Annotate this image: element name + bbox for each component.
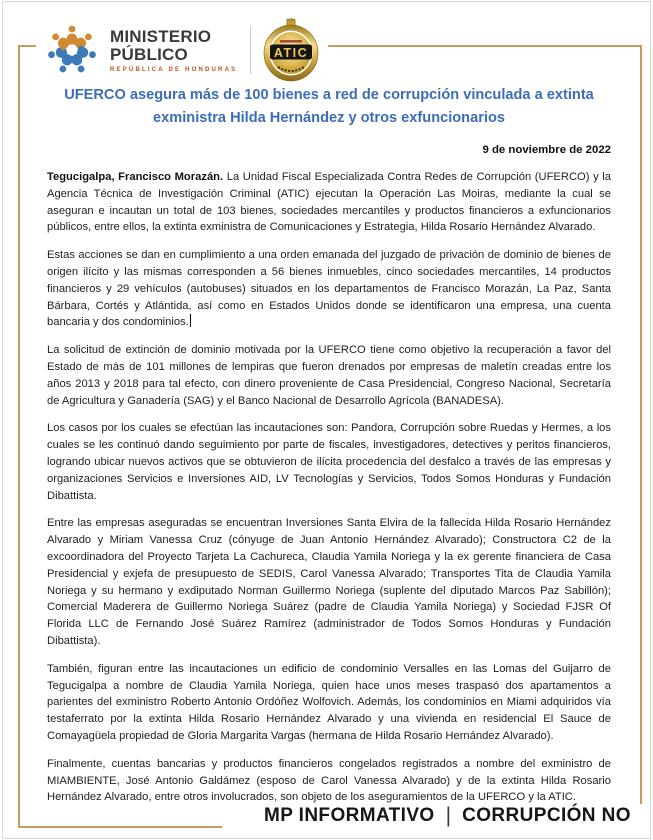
footer-corrupcion-no: CORRUPCIÓN NO [462,805,631,826]
text-cursor [190,314,191,327]
paragraph-4-text: Los casos por los cuales se efectúan las incautaciones son: Pandora, Corrupción sobre Ruedas y Hermes, a los cuales se les continuó dando seguimiento por parte de fiscales, investigadores, detectives y peritos financieros, logrando ubicar nuevos activos que se obtuvieron de ilícita procedencia del desfalco a través de las empresas y organizaciones Servicios e Inversiones AID, LV Tecnologías y Servicios, Todos Somos Honduras y Fundación Dibattista. [47,422,611,502]
mp-name-line1: MINISTERIO [110,26,212,46]
paragraph-7-text: Finalmente, cuentas bancarias y productos financieros congelados registrados a nombre del exministro de MIAMBIENTE, José Antonio Galdámez (esposo de Carol Vanessa Alvarado) y de la extinta Hilda Rosario Hernández Alvarado, entre otros involucrados, son objeto de los aseguramientos de la UFERCO y la ATIC. [47,757,611,804]
ministerio-publico-wordmark [110,28,237,73]
paragraph-3 [47,342,611,409]
paragraph-5-text: Entre las empresas aseguradas se encuentran Inversiones Santa Elvira de la fallecida Hilda Rosario Hernández Alvarado y Miriam Vanessa Cruz (cónyuge de Juan Antonio Hernández Alvarado); Constructora C2 de la excoordinadora del Proyecto Tarjeta La Cachureca, Claudia Yamila Noriega y la ex gerente financiera de Casa Presidencial y exjefa de presupuesto de SEDIS, Carol Vanessa Alvarado; Transportes Tita de Claudia Yamila Noriega y su hermano y exdiputado Norman Guillermo Noriega (suplente del diputado Marcos Paz Sabillón); Comercial Maderera de Guillermo Noriega Suárez (padre de Claudia Yamila Noriega) y Sociedad FJSR Of Florida LLC de Fernando José Suárez Ramírez (administrador de Todos Somos Honduras y Fundación Dibattista). [47,517,611,647]
paragraph-7 [47,756,611,806]
paragraph-2-text: Estas acciones se dan en cumplimiento a una orden emanada del juzgado de privación de dominio de bienes de origen ilícito y las mismas corresponden a 56 bienes inmuebles, cinco sociedades mercantiles, 14 productos financieros y 29 vehículos (autobuses) situados en los departamentos de Francisco Morazán, La Paz, Santa Bárbara, Cortés y Atlántida, así como en Estados Unidos donde se identificaron una empresa, una cuenta bancaria y dos condominios. [47,249,611,329]
ministerio-publico-logo-icon [42,20,102,80]
article [47,84,611,817]
footer-mp-informativo: MP INFORMATIVO [264,805,435,826]
paragraph-5 [47,515,611,649]
paragraph-4 [47,420,611,504]
footer-separator: | [445,804,452,827]
paragraph-2 [47,247,611,331]
paragraph-6-text: También, figuran entre las incautaciones un edificio de condominio Versalles en las Lomas del Guijarro de Tegucigalpa a nombre de Claudia Yamila Noriega, quien hace unos meses traspasó dos apartamentos a parientes del exministro Roberto Antonio Ordóñez Wolfovich. Además, los condominios en Miami adquiridos vía testaferrato por la extinta Hilda Rosario Hernández Alvarado y una vivienda en residencial El Sauce de Comayagüela propiedad de Gloria Margarita Vargas (hermana de Hilda Rosario Hernández Alvarado). [47,662,611,742]
logo-divider [250,26,251,74]
header [36,16,328,86]
mp-subtitle: REPÚBLICA DE HONDURAS [110,66,238,73]
article-body[interactable] [47,169,611,806]
paragraph-1-lead: Tegucigalpa, Francisco Morazán. [47,171,224,183]
page-title: UFERCO asegura más de 100 bienes a red de corrupción vinculada a extinta exministra Hilda Hernández y otros exfuncionarios [64,87,594,126]
atic-label: ATIC [274,45,309,60]
paragraph-3-text: La solicitud de extinción de dominio motivada por la UFERCO tiene como objetivo la recuperación a favor del Estado de más de 101 millones de lempiras que fueron drenados por empresas de maletín creadas entre los años 2013 y 2018 para tal efecto, con dinero proveniente de Casa Presidencial, Congreso Nacional, Secretaría de Agricultura y Ganadería (SAG) y el Banco Nacional de Desarrollo Agrícola (BANADESA). [47,344,611,407]
atic-badge-icon [262,18,320,82]
paragraph-6 [47,661,611,745]
date-line: 9 de noviembre de 2022 [482,144,611,156]
footer [254,804,645,828]
mp-name-line2: PÚBLICO [110,44,188,64]
paragraph-1 [47,169,611,236]
paragraph-1-text: La Unidad Fiscal Especializada Contra Redes de Corrupción (UFERCO) y la Agencia Técnica de Investigación Criminal (ATIC) ejecutan la Operación Las Moiras, mediante la cual se aseguran e incautan un total de 103 bienes, sociedades mercantiles y productos financieros a exfuncionarios públicos, entre ellos, la extinta exministra de Comunicaciones y Estrategia, Hilda Rosario Hernández Alvarado. [47,171,611,234]
